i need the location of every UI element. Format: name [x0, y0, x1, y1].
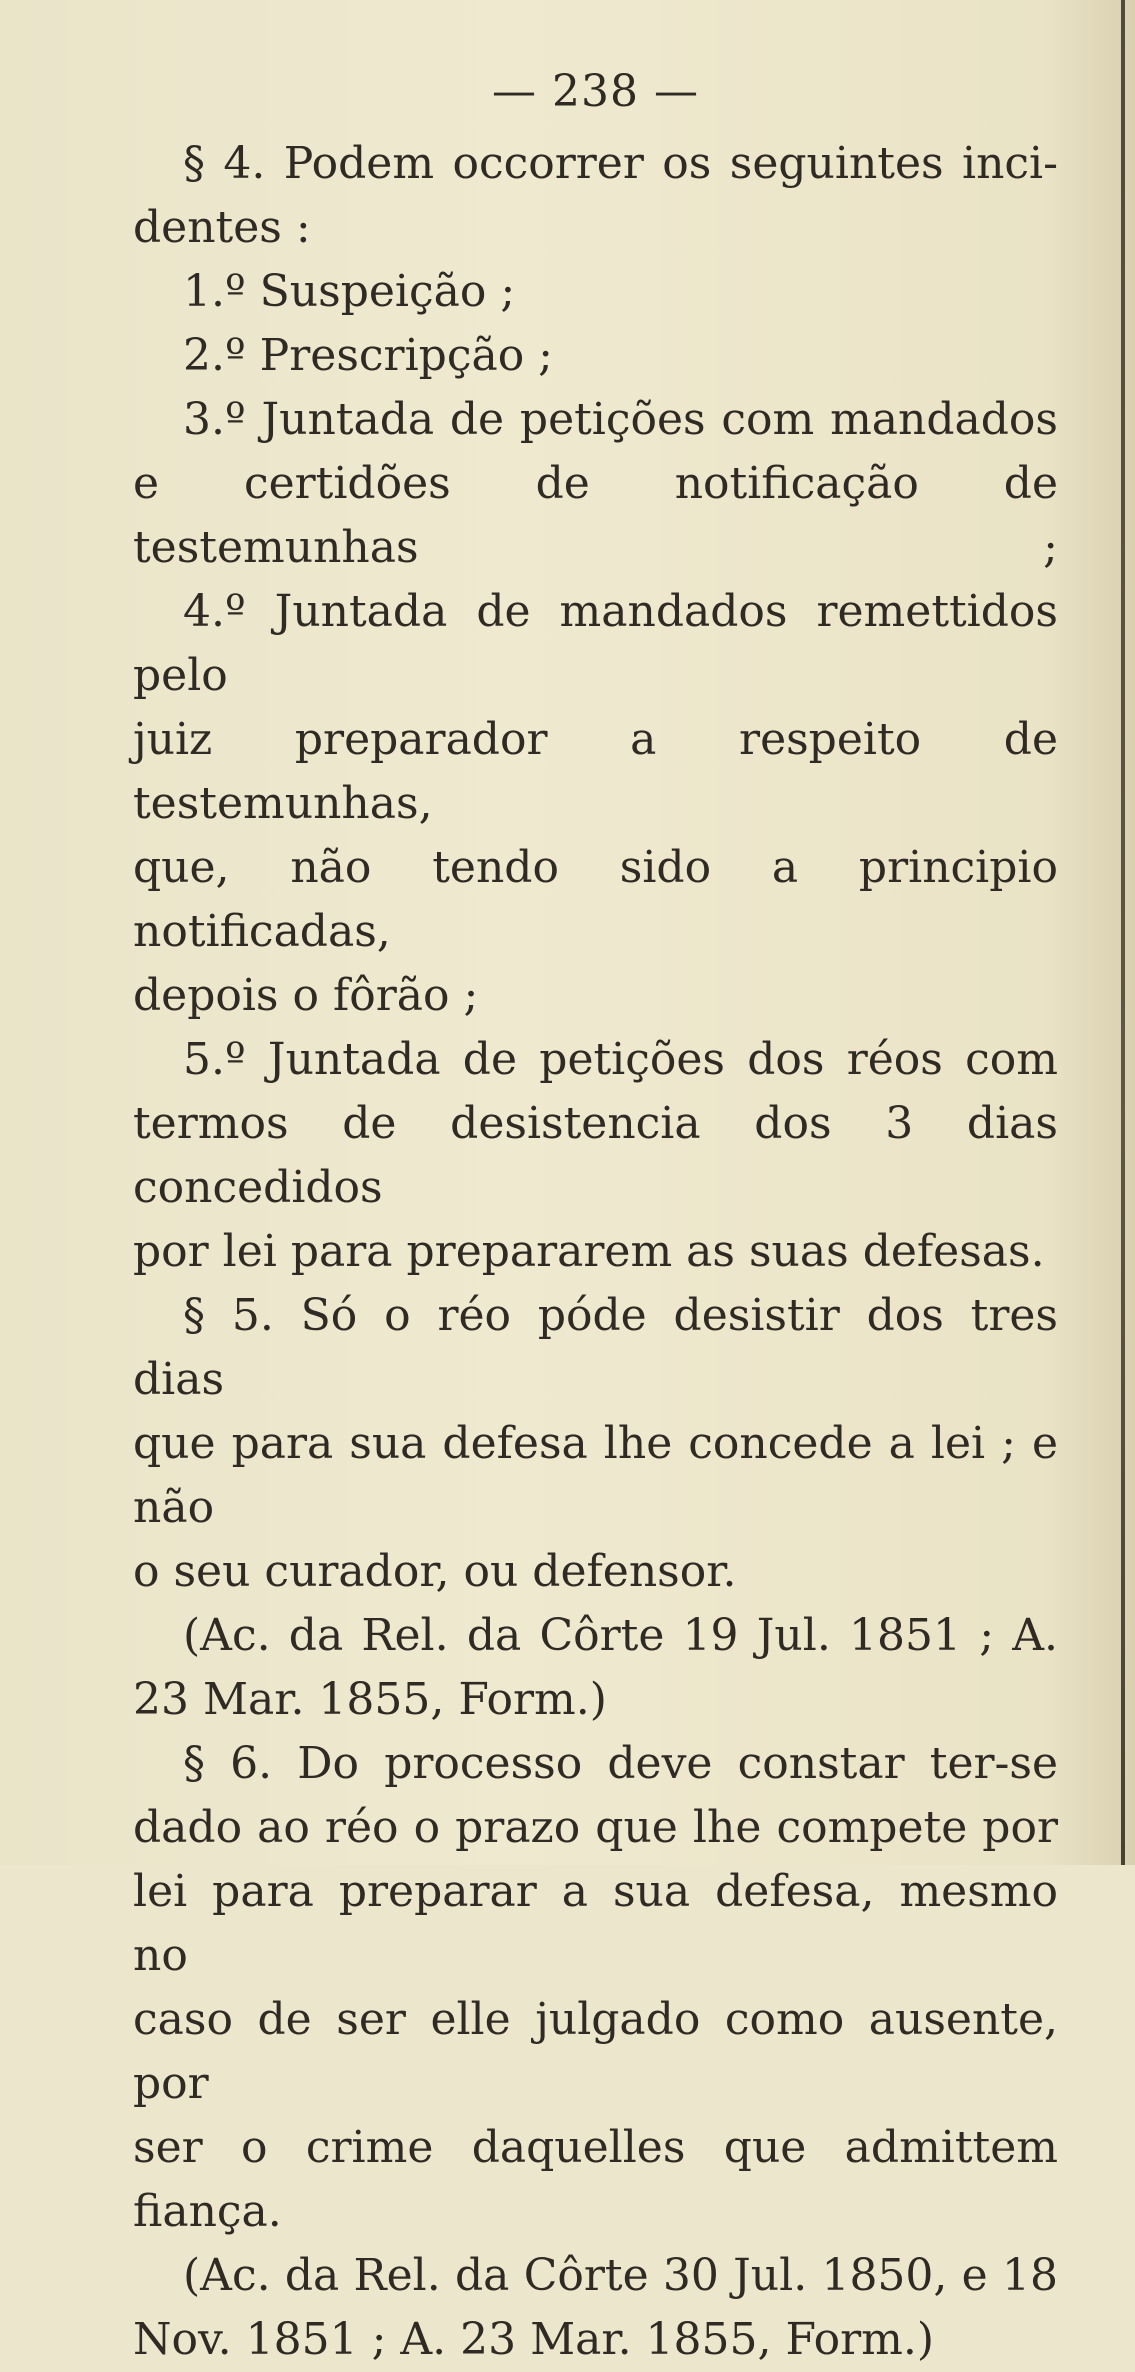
text-line: que para sua defesa lhe concede a lei ; e não — [133, 1418, 1058, 1533]
text-line: que, não tendo sido a principio notificadas, — [133, 842, 1058, 957]
text-line: 5.º Juntada de petições dos réos com — [183, 1034, 1058, 1085]
text-line: 2.º Prescripção ; — [183, 330, 554, 381]
text-line: (Ac. da Rel. da Côrte 19 Jul. 1851 ; A. — [183, 1610, 1058, 1661]
text-line: § 6. Do processo deve constar ter-se — [183, 1738, 1058, 1789]
text-line: juiz preparador a respeito de testemunhas, — [133, 714, 1058, 829]
text-line: § 4. Podem occorrer os seguintes inci- — [183, 138, 1058, 189]
text-line: 3.º Juntada de petições com mandados — [183, 394, 1058, 445]
text-line: lei para preparar a sua defesa, mesmo no — [133, 1866, 1058, 1981]
text-line: 23 Mar. 1855, Form.) — [133, 1674, 607, 1725]
text-line: dentes : — [133, 202, 311, 253]
text-line: 4.º Juntada de mandados remettidos pelo — [133, 586, 1058, 701]
text-line: e certidões de notificação de testemunhas ; — [133, 458, 1058, 573]
text-line: caso de ser elle julgado como ausente, por — [133, 1994, 1058, 2109]
text-line: Nov. 1851 ; A. 23 Mar. 1855, Form.) — [133, 2314, 935, 2365]
page-edge-shadow — [1121, 0, 1125, 1865]
page-number: — 238 — — [492, 66, 699, 117]
text-line: § 5. Só o réo póde desistir dos tres dias — [133, 1290, 1058, 1405]
page-text-block — [133, 60, 1058, 2372]
text-line: depois o fôrão ; — [133, 970, 479, 1021]
text-line: dado ao réo o prazo que lhe compete por — [133, 1802, 1058, 1853]
text-line: termos de desistencia dos 3 dias concedidos — [133, 1098, 1058, 1213]
text-line: 1.º Suspeição ; — [183, 266, 516, 317]
text-line: o seu curador, ou defensor. — [133, 1546, 737, 1597]
text-line: (Ac. da Rel. da Côrte 30 Jul. 1850, e 18 — [183, 2250, 1058, 2301]
text-line: ser o crime daquelles que admittem fiança. — [133, 2122, 1058, 2237]
text-line: por lei para prepararem as suas defesas. — [133, 1226, 1045, 1277]
